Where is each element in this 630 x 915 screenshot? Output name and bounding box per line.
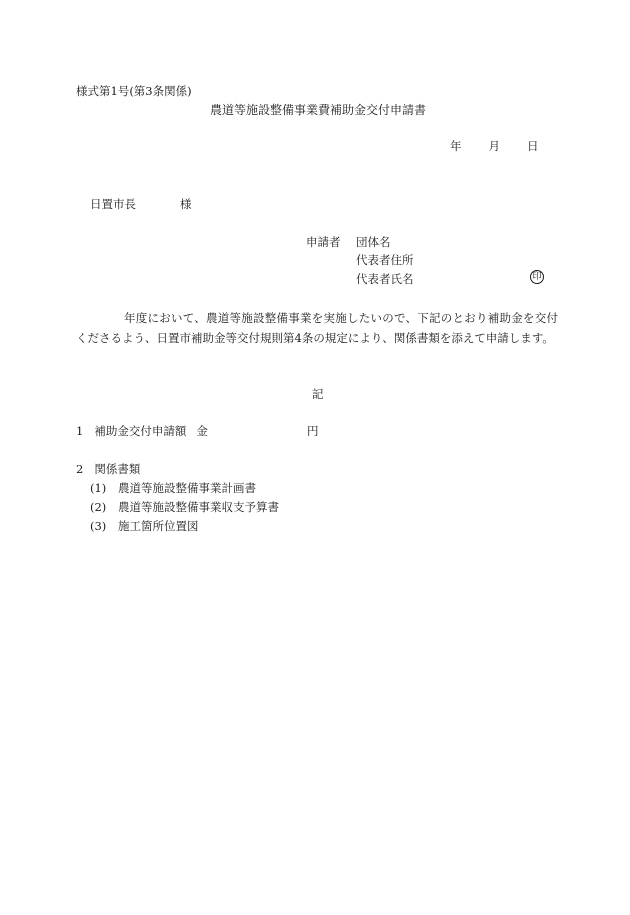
form-number: 様式第1号(第3条関係) bbox=[76, 84, 192, 98]
addressee bbox=[90, 199, 192, 211]
grant-amount-item bbox=[76, 424, 319, 438]
document-list-item bbox=[90, 483, 256, 495]
item-label: 補助金交付申請額 bbox=[94, 424, 187, 438]
document-label: 農道等施設整備事業収支予算書 bbox=[118, 500, 279, 514]
date-day-label: 日 bbox=[527, 139, 539, 153]
document-number: (1) bbox=[90, 481, 107, 495]
document-label: 農道等施設整備事業計画書 bbox=[118, 481, 256, 495]
body-paragraph: 年度において、農道等施設整備事業を実施したいので、下記のとおり補助金を交付くださるよう、日置市補助金等交付規則第4条の規定により、関係書類を添えて申請します。 bbox=[76, 311, 558, 345]
document-list-item bbox=[90, 502, 279, 514]
applicant-label: 申請者 bbox=[306, 235, 341, 249]
amount-unit: 円 bbox=[307, 424, 319, 438]
org-name-label: 団体名 bbox=[356, 235, 391, 249]
related-documents-item bbox=[76, 464, 140, 476]
date-month-label: 月 bbox=[488, 139, 500, 153]
document-number: (2) bbox=[90, 500, 107, 514]
document-title: 農道等施設整備事業費補助金交付申請書 bbox=[210, 103, 427, 117]
addressee-name: 日置市長 bbox=[90, 197, 136, 211]
item-number: 2 bbox=[76, 462, 84, 476]
document-list-item bbox=[90, 521, 199, 533]
document-number: (3) bbox=[90, 519, 107, 533]
addressee-honorific: 様 bbox=[180, 197, 192, 211]
note-heading: 記 bbox=[312, 387, 324, 401]
item-number: 1 bbox=[76, 424, 84, 438]
rep-address-label: 代表者住所 bbox=[356, 253, 414, 267]
date-line bbox=[450, 141, 539, 153]
date-year-label: 年 bbox=[450, 139, 462, 153]
rep-name-label: 代表者氏名 bbox=[356, 272, 414, 286]
document-label: 施工箇所位置図 bbox=[118, 519, 199, 533]
amount-prefix: 金 bbox=[196, 424, 208, 438]
seal-icon: 印 bbox=[530, 270, 544, 284]
item-label: 関係書類 bbox=[94, 462, 141, 476]
